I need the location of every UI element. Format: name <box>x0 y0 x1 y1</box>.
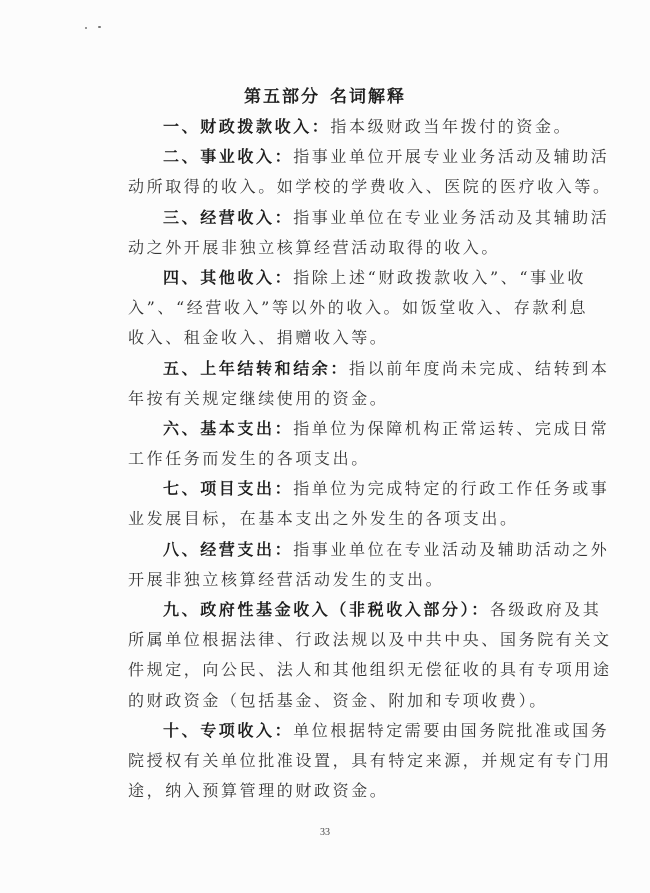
scan-speck <box>98 26 101 28</box>
definitions-list <box>128 112 612 806</box>
definition-term: 八、经营支出： <box>163 539 294 559</box>
definition-term: 五、上年结转和结余： <box>163 358 350 378</box>
definition-line: 动所取得的收入。如学校的学费收入、医院的医疗收入等。 <box>128 177 612 197</box>
definition-line: 二、事业收入：指事业单位开展专业业务活动及辅助活 <box>163 147 610 167</box>
definition-term: 四、其他收入： <box>163 267 294 287</box>
definition-term: 六、基本支出： <box>163 418 294 438</box>
definition-line: 的财政资金（包括基金、资金、附加和专项收费）。 <box>128 690 548 710</box>
definition-line: 六、基本支出：指单位为保障机构正常运转、完成日常 <box>163 418 610 438</box>
section-title <box>0 82 650 107</box>
definition-line: 五、上年结转和结余：指以前年度尚未完成、结转到本 <box>163 358 610 378</box>
scan-speck <box>85 27 87 29</box>
definition-term: 二、事业收入： <box>163 147 294 167</box>
definition-line: 工作任务而发生的各项支出。 <box>128 449 370 469</box>
title-name: 名词解释 <box>330 87 406 107</box>
definition-line: 途，纳入预算管理的财政资金。 <box>128 781 389 801</box>
definition-line: 九、政府性基金收入（非税收入部分）：各级政府及其 <box>163 600 602 619</box>
definition-line: 收入、租金收入、捐赠收入等。 <box>128 328 389 348</box>
definition-line: 三、经营收入：指事业单位在专业业务活动及其辅助活 <box>163 207 610 227</box>
definition-term: 十、专项收入： <box>163 720 294 740</box>
definition-line: 年按有关规定继续使用的资金。 <box>128 388 389 408</box>
definition-line: 七、项目支出：指单位为完成特定的行政工作任务或事 <box>163 479 610 499</box>
definition-line: 院授权有关单位批准设置，具有特定来源，并规定有专门用 <box>128 750 612 770</box>
definition-line: 件规定，向公民、法人和其他组织无偿征收的具有专项用途 <box>128 660 612 680</box>
definition-term: 三、经营收入： <box>163 207 294 227</box>
definition-line: 动之外开展非独立核算经营活动取得的收入。 <box>128 237 501 257</box>
definition-term: 七、项目支出： <box>163 479 294 499</box>
definition-line: 八、经营支出：指事业单位在专业活动及辅助活动之外 <box>163 539 610 559</box>
definition-term: 一、财政拨款收入： <box>163 117 331 136</box>
definition-line: 业发展目标，在基本支出之外发生的各项支出。 <box>128 509 519 529</box>
title-part: 第五部分 <box>244 87 320 107</box>
definition-line: 所属单位根据法律、行政法规以及中共中央、国务院有关文 <box>128 630 612 650</box>
definition-term: 九、政府性基金收入（非税收入部分）： <box>163 600 490 619</box>
definition-line: 开展非独立核算经营活动发生的支出。 <box>128 569 445 589</box>
page-number: 33 <box>320 827 330 838</box>
definition-line: 入”、“经营收入”等以外的收入。如饭堂收入、存款利息 <box>128 298 589 318</box>
definition-line: 一、财政拨款收入：指本级财政当年拨付的资金。 <box>163 117 573 136</box>
definition-line: 四、其他收入：指除上述“财政拨款收入”、“事业收 <box>163 267 586 287</box>
definition-line: 十、专项收入：单位根据特定需要由国务院批准或国务 <box>163 720 610 740</box>
